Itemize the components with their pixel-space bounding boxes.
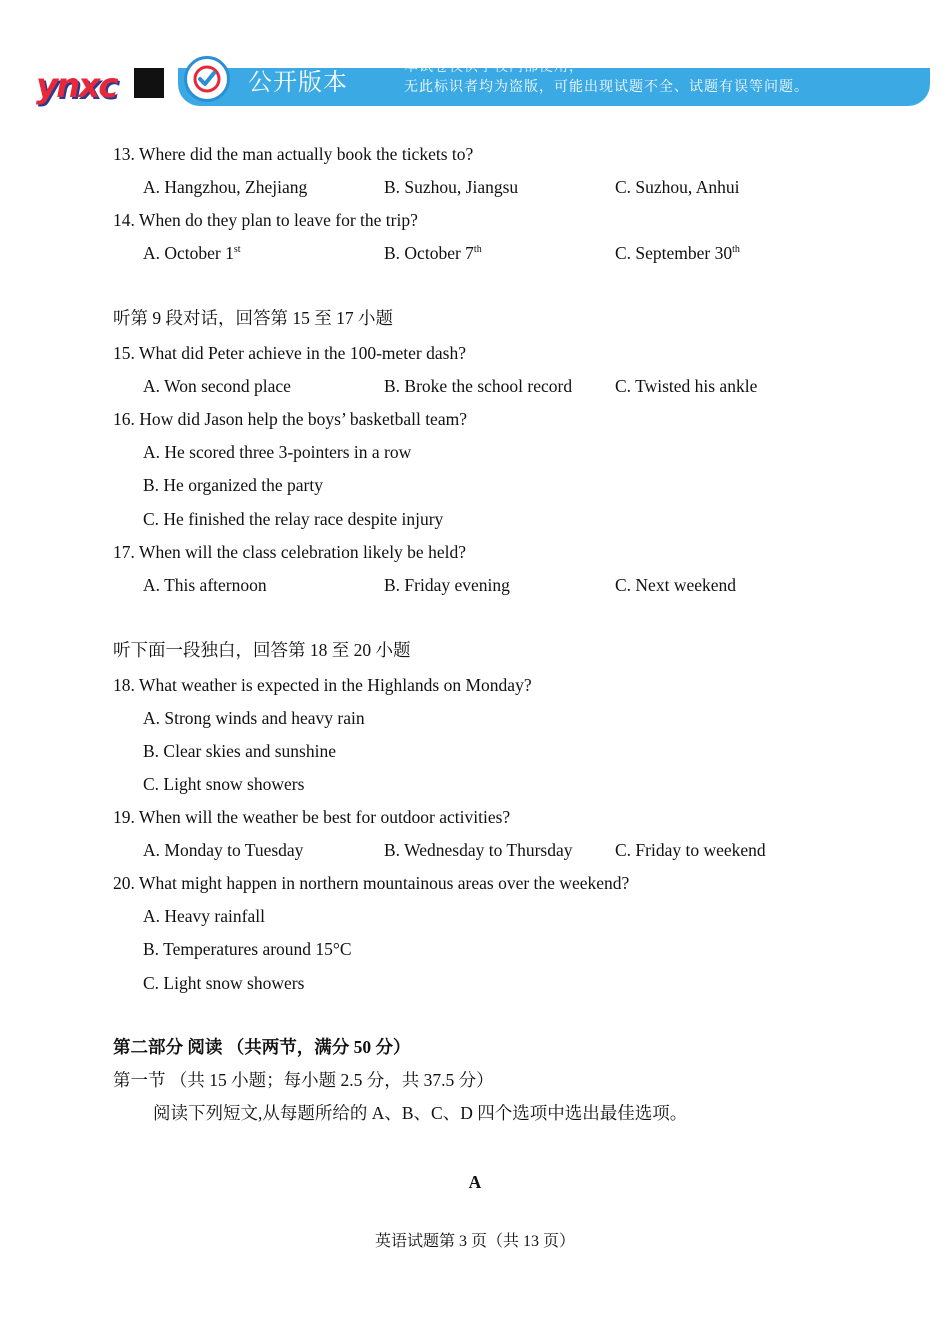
- q20-option-a: A. Heavy rainfall: [143, 906, 265, 926]
- ynxc-logo: ynxc: [36, 66, 117, 106]
- q20-option-b: B. Temperatures around 15°C: [143, 939, 352, 959]
- question-20: 20. What might happen in northern mountainous areas over the weekend?: [113, 873, 630, 893]
- passage-label: A: [468, 1172, 482, 1192]
- q17-option-a: A. This afternoon: [143, 575, 267, 595]
- q14-option-b: B. October 7th: [384, 243, 482, 263]
- reading-instruction: 阅读下列短文,从每题所给的 A、B、C、D 四个选项中选出最佳选项。: [153, 1103, 688, 1123]
- question-15: 15. What did Peter achieve in the 100-meter dash?: [113, 343, 466, 363]
- q17-option-c: C. Next weekend: [615, 575, 737, 595]
- q15-option-a: A. Won second place: [143, 376, 291, 396]
- q14-option-a: A. October 1st: [143, 243, 241, 263]
- check-shield-icon: [184, 56, 230, 102]
- copyright-notice-line1: 本试卷仅供学校内部使用，: [404, 59, 584, 75]
- public-version-label: 公开版本: [248, 68, 348, 96]
- question-17: 17. When will the class celebration likely be held?: [113, 542, 466, 562]
- section-heading-conversation-9: 听第 9 段对话，回答第 15 至 17 小题: [113, 308, 393, 328]
- q15-option-b: B. Broke the school record: [384, 376, 573, 396]
- question-18: 18. What weather is expected in the Highlands on Monday?: [113, 675, 532, 695]
- q16-option-c: C. He finished the relay race despite injury: [143, 509, 444, 529]
- q19-option-c: C. Friday to weekend: [615, 840, 766, 860]
- q16-option-a: A. He scored three 3-pointers in a row: [143, 442, 412, 462]
- q18-option-b: B. Clear skies and sunshine: [143, 741, 336, 761]
- copyright-notice-line2: 无此标识者均为盗版，可能出现试题不全、试题有误等问题。: [404, 79, 809, 95]
- q14-option-c: C. September 30th: [615, 243, 740, 263]
- q15-option-c: C. Twisted his ankle: [615, 376, 758, 396]
- q18-option-a: A. Strong winds and heavy rain: [143, 708, 365, 728]
- q16-option-b: B. He organized the party: [143, 475, 323, 495]
- q19-option-a: A. Monday to Tuesday: [143, 840, 304, 860]
- section-1-heading: 第一节 （共 15 小题；每小题 2.5 分，共 37.5 分）: [113, 1070, 494, 1090]
- logo-block: [134, 68, 164, 98]
- q13-option-c: C. Suzhou, Anhui: [615, 177, 740, 197]
- header-banner: [0, 0, 950, 118]
- page-footer: 英语试题第 3 页（共 13 页）: [374, 1233, 575, 1250]
- question-19: 19. When will the weather be best for outdoor activities?: [113, 807, 511, 827]
- q18-option-c: C. Light snow showers: [143, 774, 305, 794]
- q19-option-b: B. Wednesday to Thursday: [384, 840, 573, 860]
- q17-option-b: B. Friday evening: [384, 575, 510, 595]
- question-14: 14. When do they plan to leave for the trip?: [113, 210, 418, 230]
- question-16: 16. How did Jason help the boys’ basketball team?: [113, 409, 467, 429]
- q13-option-a: A. Hangzhou, Zhejiang: [143, 177, 308, 197]
- q20-option-c: C. Light snow showers: [143, 973, 305, 993]
- q13-option-b: B. Suzhou, Jiangsu: [384, 177, 519, 197]
- part-2-heading: 第二部分 阅读 （共两节，满分 50 分）: [113, 1037, 411, 1057]
- section-heading-monologue: 听下面一段独白，回答第 18 至 20 小题: [113, 640, 411, 660]
- question-13: 13. Where did the man actually book the tickets to?: [113, 144, 474, 164]
